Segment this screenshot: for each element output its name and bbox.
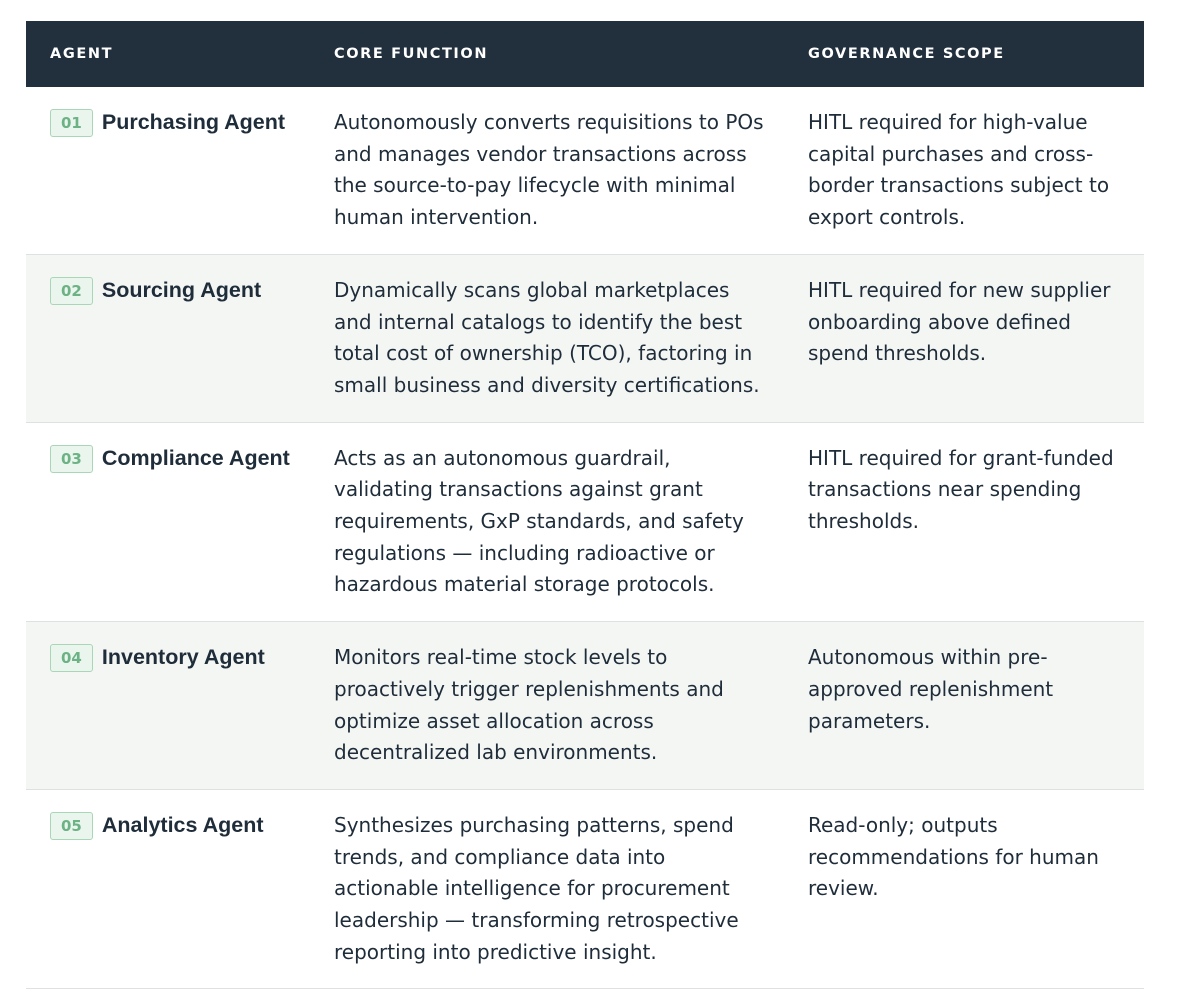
- agent-name: Analytics Agent: [101, 812, 264, 837]
- agent-name: Compliance Agent: [101, 445, 290, 470]
- core-function-cell: Monitors real-time stock levels to proactively trigger replenishments and optimize asset allocation across decentralized lab environments.: [334, 645, 724, 765]
- governance-scope-cell: HITL required for grant-funded transactions near spending thresholds.: [808, 445, 1114, 534]
- agent-cell: [26, 87, 311, 254]
- column-header-agent: AGENT: [50, 46, 114, 62]
- agent-cell: [26, 254, 311, 422]
- agent-name: Sourcing Agent: [101, 277, 262, 302]
- governance-scope-cell: HITL required for high-value capital purchases and cross-border transactions subject to export controls.: [808, 110, 1110, 230]
- table-row: [26, 87, 1144, 254]
- agent-cell: [26, 622, 311, 790]
- agent-number-badge: 02: [50, 277, 93, 305]
- governance-scope-cell: Autonomous within pre-approved replenishment parameters.: [808, 645, 1054, 733]
- column-header-governance-scope: GOVERNANCE SCOPE: [808, 46, 1005, 62]
- table-header: [26, 21, 1144, 87]
- core-function-cell: Synthesizes purchasing patterns, spend trends, and compliance data into actionable intelligence for procurement leadership — transforming retrospective reporting into predictive insight.: [334, 812, 739, 964]
- table-row: [26, 622, 1144, 790]
- agent-cell: [26, 422, 311, 622]
- agent-number-badge: 03: [50, 445, 93, 473]
- agent-cell: [26, 789, 311, 989]
- agent-number-badge: 05: [50, 812, 93, 840]
- table-body: [26, 87, 1144, 989]
- governance-scope-cell: Read-only; outputs recommendations for human review.: [808, 812, 1099, 901]
- table-header-row: [26, 21, 1144, 87]
- governance-scope-cell: HITL required for new supplier onboarding above defined spend thresholds.: [808, 277, 1111, 366]
- core-function-cell: Dynamically scans global marketplaces and internal catalogs to identify the best total cost of ownership (TCO), factoring in small business and diversity certifications.: [334, 277, 760, 397]
- core-function-cell: Autonomously converts requisitions to POs and manages vendor transactions across the source-to-pay lifecycle with minimal human intervention.: [334, 110, 764, 230]
- column-header-core-function: CORE FUNCTION: [334, 46, 489, 62]
- agent-table: [26, 21, 1144, 989]
- agent-table-container: [26, 21, 1144, 989]
- agent-name: Inventory Agent: [101, 645, 265, 670]
- core-function-cell: Acts as an autonomous guardrail, validating transactions against grant requirements, GxP standards, and safety regulations — including radioactive or hazardous material storage protocols.: [334, 445, 744, 597]
- agent-name: Purchasing Agent: [101, 110, 286, 134]
- table-row: [26, 789, 1144, 989]
- agent-number-badge: 01: [50, 109, 93, 137]
- table-row: [26, 254, 1144, 422]
- agent-number-badge: 04: [50, 644, 93, 672]
- table-row: [26, 422, 1144, 622]
